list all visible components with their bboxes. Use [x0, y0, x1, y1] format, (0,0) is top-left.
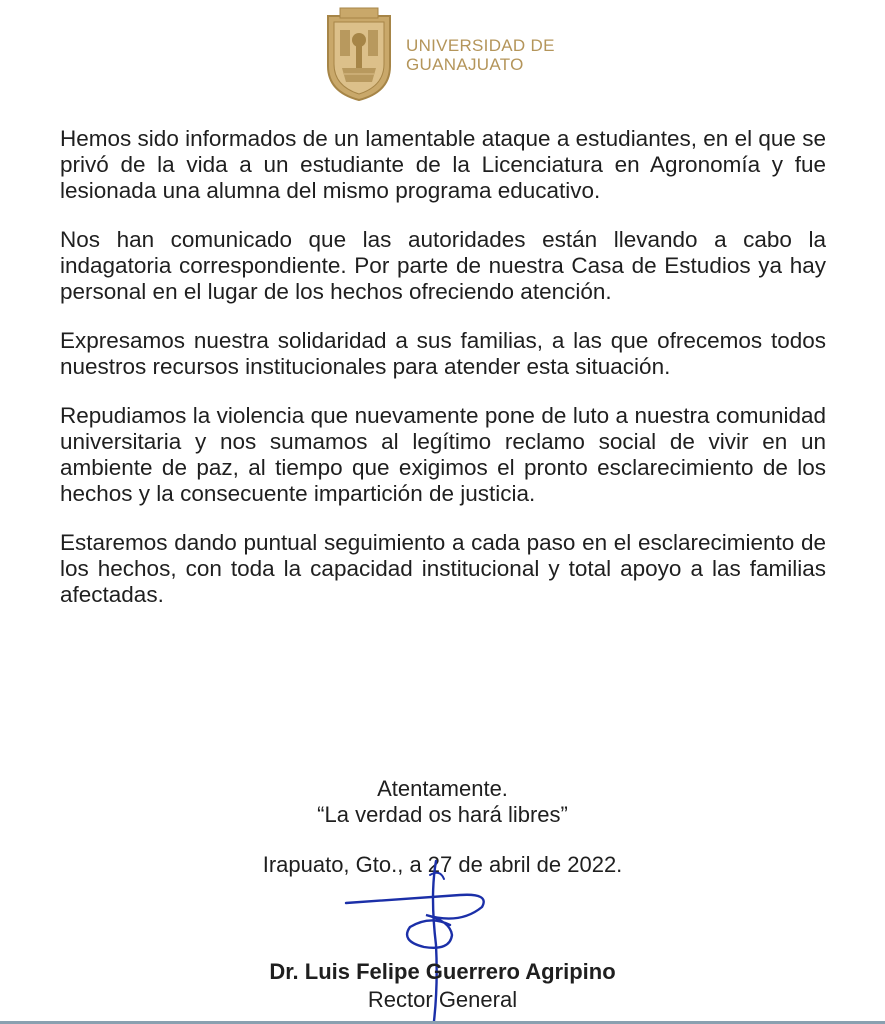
signer-title: Rector General [367, 987, 518, 1012]
paragraph: Expresamos nuestra solidaridad a sus familias, a las que ofrecemos todos nuestros recursos institucionales para atender esta situación. [60, 328, 826, 379]
university-name-line1: UNIVERSIDAD DE [406, 36, 555, 55]
university-name-line2: GUANAJUATO [406, 55, 524, 74]
paragraph: Repudiamos la violencia que nuevamente pone de luto a nuestra comunidad universitaria y nos sumamos al legítimo reclamo social de vivir en un ambiente de paz, al tiempo que exigimos el pronto esclarecimiento de los hechos y la consecuente impartición de justicia. [60, 403, 826, 506]
statement-body [60, 126, 826, 631]
salutation: Atentamente. [377, 776, 508, 801]
letterhead [320, 6, 600, 102]
signer-block [0, 958, 885, 1014]
motto: “La verdad os hará libres” [317, 802, 568, 827]
university-name [406, 36, 555, 74]
signer-name: Dr. Luis Felipe Guerrero Agripino [269, 959, 616, 984]
paragraph: Hemos sido informados de un lamentable ataque a estudiantes, en el que se privó de la vida a un estudiante de la Licenciatura en Agronomía y fue lesionada una alumna del mismo programa educativo. [60, 126, 826, 203]
paragraph: Nos han comunicado que las autoridades están llevando a cabo la indagatoria correspondiente. Por parte de nuestra Casa de Estudios ya hay personal en el lugar de los hechos ofreciendo atención. [60, 227, 826, 304]
place-date: Irapuato, Gto., a 27 de abril de 2022. [262, 852, 623, 877]
university-crest-icon [320, 6, 398, 102]
paragraph: Estaremos dando puntual seguimiento a cada paso en el esclarecimiento de los hechos, con toda la capacidad institucional y total apoyo a las familias afectadas. [60, 530, 826, 607]
